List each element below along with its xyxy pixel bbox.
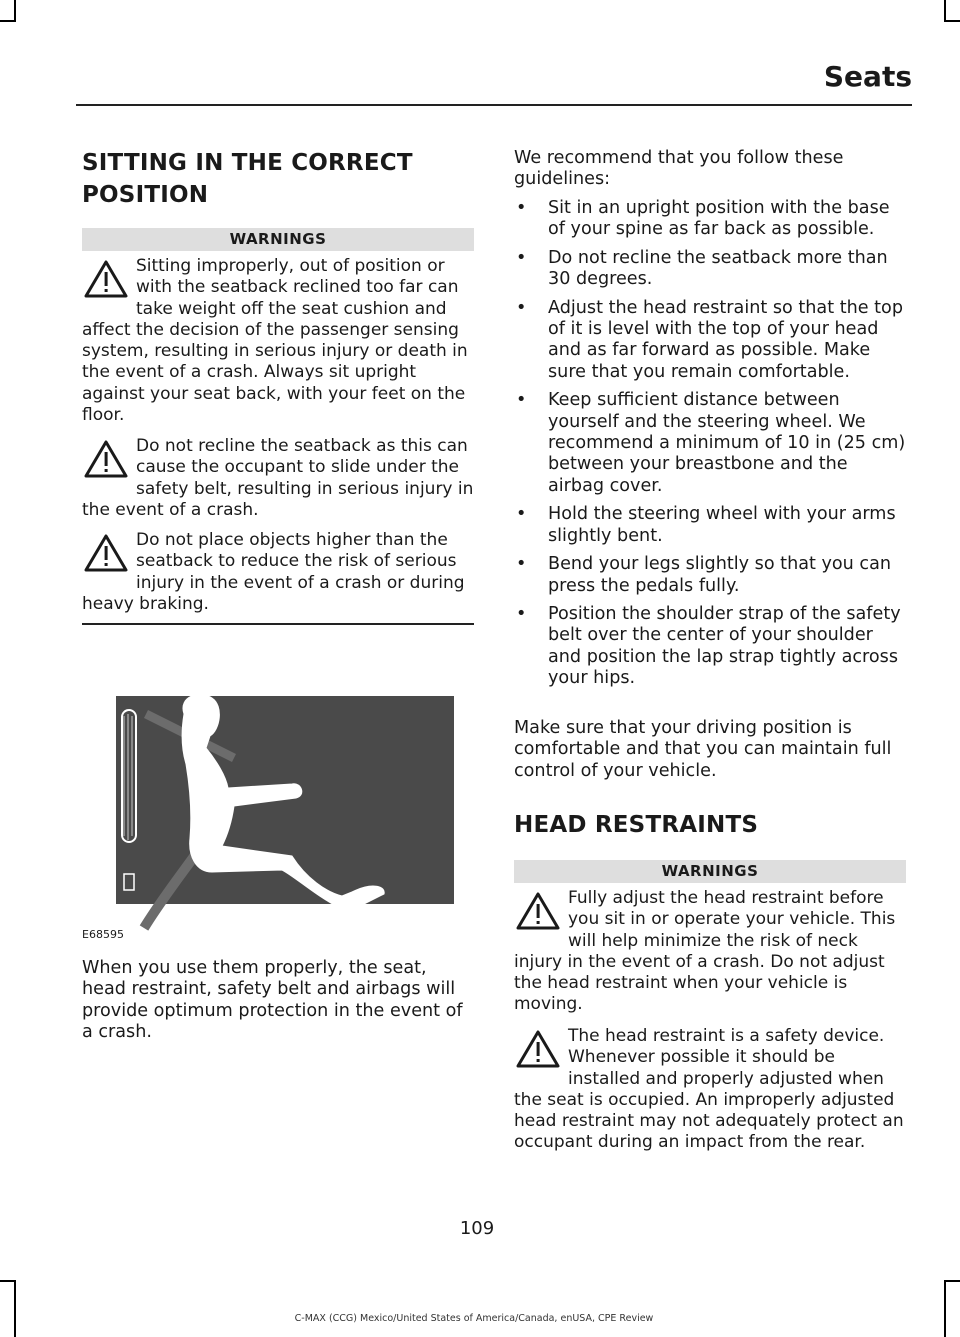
warnings-bar: WARNINGS — [82, 228, 474, 251]
list-item: • Keep sufficient distance between yourself and the steering wheel. We recommend a minimum of 10 in (25 cm) between your breastbone and the airbag cover. — [514, 390, 906, 497]
list-item: • Bend your legs slightly so that you can press the pedals fully. — [514, 554, 906, 597]
crop-mark — [944, 1280, 946, 1337]
driving-position-paragraph: Make sure that your driving position is comfortable and that you can maintain full control of your vehicle. — [514, 718, 892, 781]
warning-triangle-icon — [82, 530, 136, 590]
warning-item: Do not place objects higher than the seatback to reduce the risk of serious injury in the event of a crash or during heavy braking. — [82, 530, 465, 614]
crop-mark — [944, 1280, 960, 1282]
head-restraints-heading: HEAD RESTRAINTS — [514, 812, 759, 838]
warning-triangle-icon — [82, 256, 136, 316]
section-heading-line2: POSITION — [82, 182, 209, 208]
driver-figure-icon — [116, 696, 454, 904]
crop-mark — [944, 20, 960, 22]
list-item: • Hold the steering wheel with your arms slightly bent. — [514, 504, 906, 547]
warning-triangle-icon — [514, 888, 568, 948]
protection-paragraph: When you use them properly, the seat, head restraint, safety belt and airbags will provide optimum protection in the event of a crash. — [82, 958, 463, 1043]
crop-mark — [944, 0, 946, 22]
list-item: • Do not recline the seatback more than 30 degrees. — [514, 248, 906, 291]
guidelines-list — [514, 198, 906, 690]
warning-item: The head restraint is a safety device. Whenever possible it should be installed and properly adjusted when the seat is occupied. An improperly adjusted head restraint may not adequately protect an occupant during an impact from the rear. — [514, 1026, 904, 1153]
warning-item: Fully adjust the head restraint before you sit in or operate your vehicle. This will help minimize the risk of neck injury in the event of a crash. Do not adjust the head restraint when your vehicle is moving. — [514, 888, 896, 1015]
header-rule — [76, 104, 912, 106]
list-item: • Position the shoulder strap of the safety belt over the center of your shoulder and position the lap strap tightly across your hips. — [514, 604, 906, 690]
warning-item: Do not recline the seatback as this can cause the occupant to slide under the safety belt, resulting in serious injury in the event of a crash. — [82, 436, 474, 520]
page-header-title: Seats — [823, 60, 912, 93]
warning-triangle-icon — [514, 1026, 568, 1086]
crop-mark — [0, 20, 16, 22]
guidelines-intro: We recommend that you follow these guidelines: — [514, 148, 844, 190]
crop-mark — [0, 1280, 16, 1282]
seating-position-illustration — [116, 696, 454, 904]
warning-triangle-icon — [82, 436, 136, 496]
crop-mark — [14, 1280, 16, 1337]
list-item: • Adjust the head restraint so that the top of it is level with the top of your head and as far forward as possible. Make sure that you remain comfortable. — [514, 298, 906, 384]
page-number: 109 — [459, 1218, 495, 1239]
warning-item: Sitting improperly, out of position or with the seatback reclined too far can take weight off the seat cushion and affect the decision of the passenger sensing system, resulting in serious injury or death in the event of a crash. Always sit upright against your seat back, with your feet on the floor. — [82, 256, 468, 426]
section-rule — [82, 623, 474, 625]
list-item: • Sit in an upright position with the base of your spine as far back as possible. — [514, 198, 906, 241]
page-footer: C-MAX (CCG) Mexico/United States of America/Canada, enUSA, CPE Review — [294, 1313, 654, 1324]
warnings-bar: WARNINGS — [514, 860, 906, 883]
section-heading-line1: SITTING IN THE CORRECT — [82, 150, 413, 176]
crop-mark — [14, 0, 16, 22]
figure-label: E68595 — [82, 928, 124, 941]
